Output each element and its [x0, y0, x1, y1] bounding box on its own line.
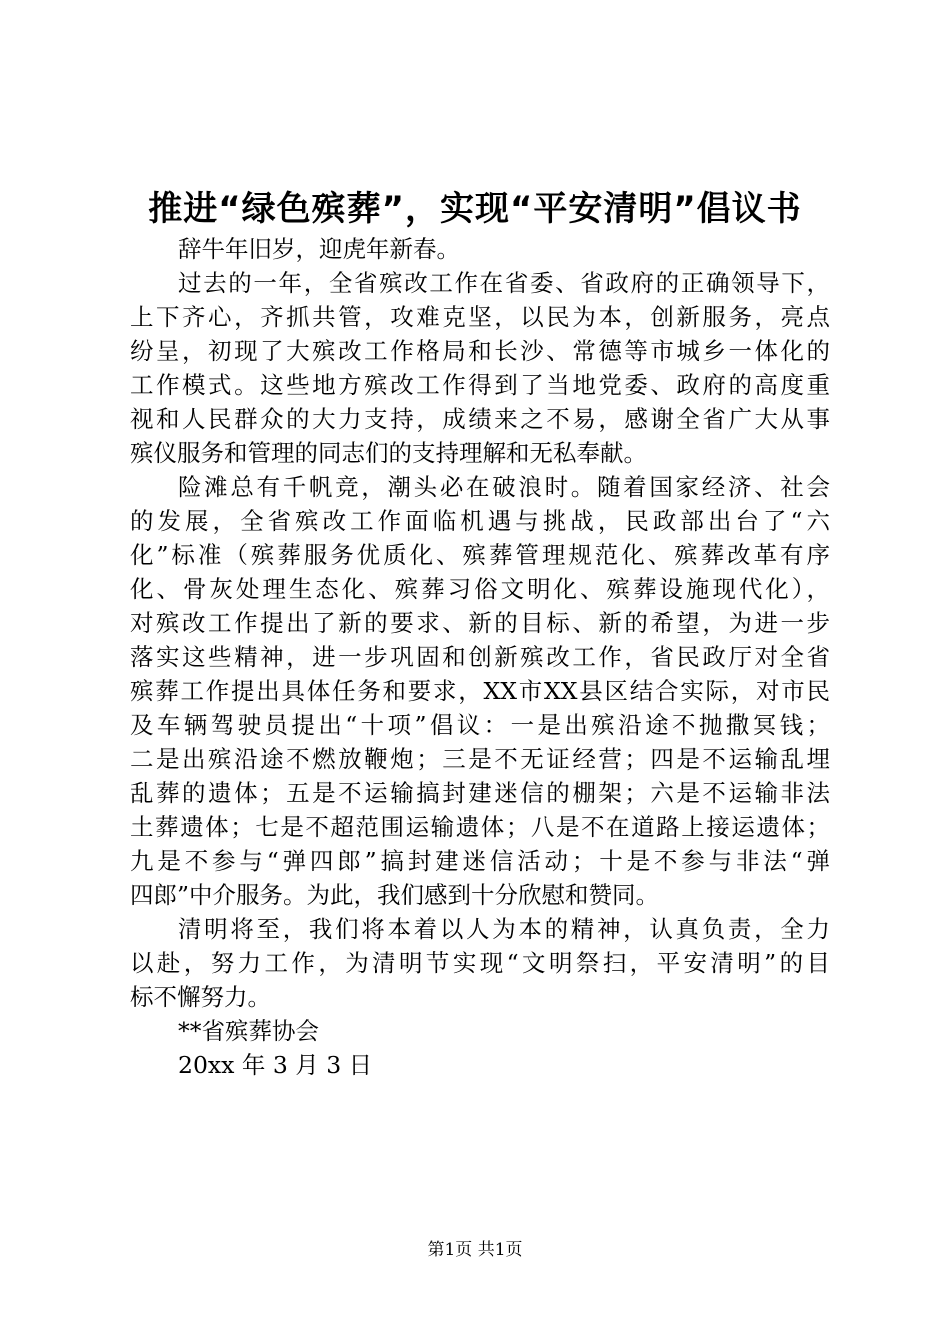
- text-line: 九是不参与“弹四郎”搞封建迷信活动；十是不参与非法“弹: [130, 847, 830, 875]
- text-line: 土葬遗体；七是不超范围运输遗体；八是不在道路上接运遗体；: [130, 813, 830, 841]
- text-line: 及车辆驾驶员提出“十项”倡议：一是出殡沿途不抛撒冥钱；: [130, 711, 830, 739]
- text-line: 险滩总有千帆竞，潮头必在破浪时。随着国家经济、社会: [178, 473, 830, 501]
- text-line: 化、骨灰处理生态化、殡葬习俗文明化、殡葬设施现代化），: [130, 575, 830, 603]
- text-line: 殡仪服务和管理的同志们的支持理解和无私奉献。: [130, 439, 647, 467]
- text-line: 过去的一年，全省殡改工作在省委、省政府的正确领导下，: [178, 269, 830, 297]
- text-line: 标不懈努力。: [130, 983, 271, 1011]
- text-line: 视和人民群众的大力支持，成绩来之不易，感谢全省广大从事: [130, 405, 830, 433]
- text-line: 化”标准（殡葬服务优质化、殡葬管理规范化、殡葬改革有序: [130, 541, 830, 569]
- signature-date: 20xx 年 3 月 3 日: [178, 1051, 373, 1079]
- signature-organization: **省殡葬协会: [178, 1017, 319, 1045]
- text-line: 纷呈，初现了大殡改工作格局和长沙、常德等市城乡一体化的: [130, 337, 830, 365]
- document-title: 推进“绿色殡葬”，实现“平安清明”倡议书: [148, 189, 802, 229]
- text-line: 工作模式。这些地方殡改工作得到了当地党委、政府的高度重: [130, 371, 830, 399]
- text-line: 落实这些精神，进一步巩固和创新殡改工作，省民政厅对全省: [130, 643, 830, 671]
- text-line: 清明将至，我们将本着以人为本的精神，认真负责，全力: [178, 915, 830, 943]
- text-line: 对殡改工作提出了新的要求、新的目标、新的希望，为进一步: [130, 609, 830, 637]
- text-line: 殡葬工作提出具体任务和要求，XX市XX县区结合实际，对市民: [130, 677, 830, 705]
- text-line: 二是出殡沿途不燃放鞭炮；三是不无证经营；四是不运输乱埋: [130, 745, 830, 773]
- document-body: [130, 232, 830, 1082]
- text-line: 以赴，努力工作，为清明节实现“文明祭扫，平安清明”的目: [130, 949, 830, 977]
- text-line: 的发展，全省殡改工作面临机遇与挑战，民政部出台了“六: [130, 507, 830, 535]
- text-line: 上下齐心，齐抓共管，攻难克坚，以民为本，创新服务，亮点: [130, 303, 830, 331]
- text-line-greeting: 辞牛年旧岁，迎虎年新春。: [178, 235, 460, 263]
- page-footer: 第1页 共1页: [427, 1240, 523, 1260]
- text-line: 四郎”中介服务。为此，我们感到十分欣慰和赞同。: [130, 881, 660, 909]
- text-line: 乱葬的遗体；五是不运输搞封建迷信的棚架；六是不运输非法: [130, 779, 830, 807]
